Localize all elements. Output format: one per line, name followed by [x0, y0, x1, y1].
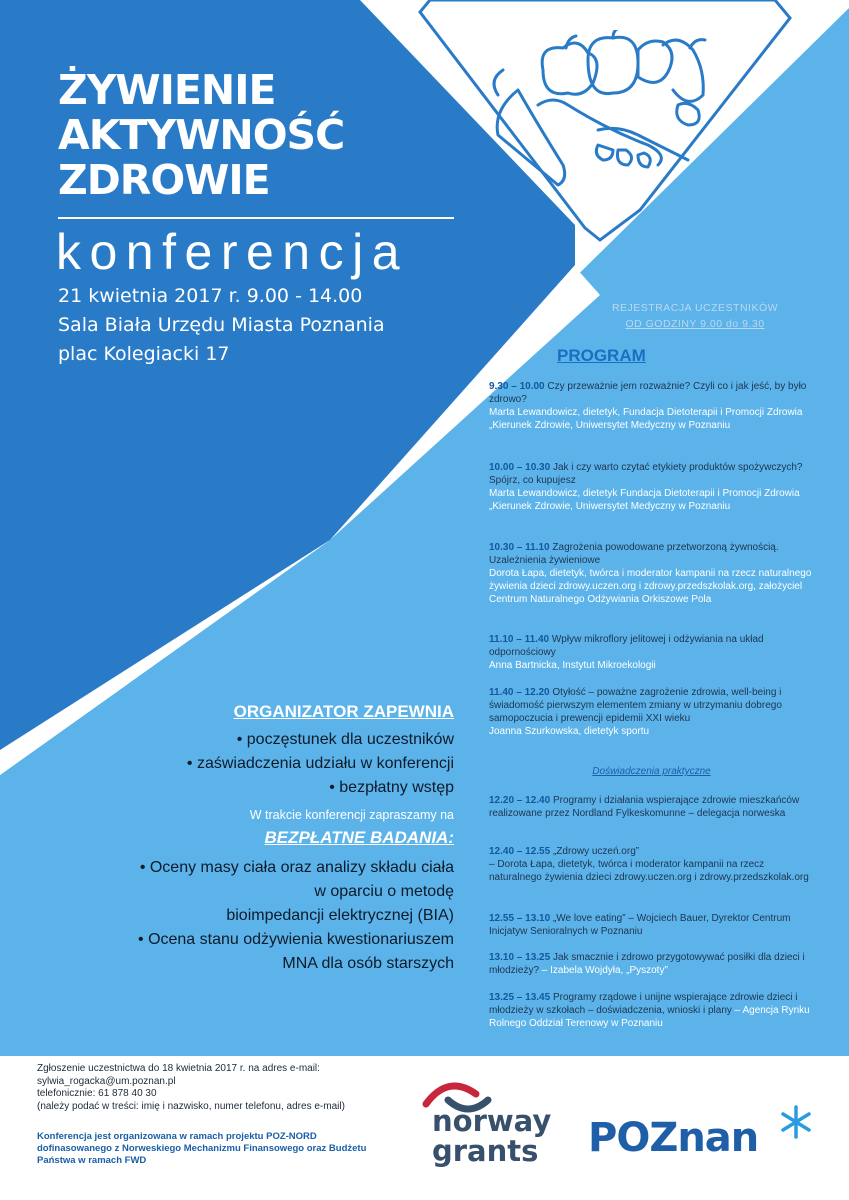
program-speaker: Marta Lewandowicz, dietetyk Fundacja Dietoterapii i Promocji Zdrowia „Kierunek Zdrowie, Uniwersytet Medyczny w Poznaniu	[489, 488, 800, 512]
organizer-item: • zaświadczenia udziału w konferencji	[186, 755, 454, 772]
practical-item	[489, 951, 814, 977]
subtitle-konferencja: konferencja	[56, 224, 408, 280]
title-divider	[58, 217, 454, 219]
title-line-3: ZDROWIE	[58, 156, 270, 204]
practical-item	[489, 912, 814, 938]
invite-text: W trakcie konferencji zapraszamy na	[249, 808, 454, 822]
contact-phone: telefonicznie: 61 878 40 30	[37, 1088, 157, 1099]
practical-topic: „Zdrowy uczeń.org”	[550, 846, 640, 857]
test-item: bioimpedancji elektrycznej (BIA)	[226, 907, 454, 924]
organizer-item: • bezpłatny wstęp	[329, 779, 454, 796]
practical-time: 12.55 – 13.10	[489, 913, 551, 924]
test-item: MNA dla osób starszych	[282, 955, 454, 972]
program-speaker: Marta Lewandowicz, dietetyk, Fundacja Dietoterapii i Promocji Zdrowia „Kierunek Zdrowie, Uniwersytet Medyczny w Poznaniu	[489, 407, 803, 431]
project-info: Konferencja jest organizowana w ramach projektu POZ-NORD dofinasowanego z Norweskiego Mechanizmu Finansowego oraz Budżetu Państwa w ramach FWD	[37, 1131, 367, 1166]
practical-topic: Programy i działania wspierające zdrowie mieszkańców realizowane przez Nordland Fylkeskomunne – delegacja norweska	[489, 795, 800, 819]
test-item: w oparciu o metodę	[314, 883, 454, 900]
program-speaker: Dorota Łapa, dietetyk, twórca i moderator kampanii na rzecz naturalnego żywienia dzieci zdrowy.uczen.org i zdrowy.przedszkolak.org, założyciel Centrum Naturalnego Odżywiania Orkiszowe Pola	[489, 568, 812, 605]
program-time: 9.30 – 10.00	[489, 381, 545, 392]
program-time: 10.30 – 11.10	[489, 542, 550, 553]
program-item	[489, 380, 814, 432]
practical-speaker: – Dorota Łapa, dietetyk, twórca i moderator kampanii na rzecz naturalnego żywienia dzieci zdrowy.uczen.org i zdrowy.przedszkolak.org	[489, 859, 809, 883]
test-item: • Oceny masy ciała oraz analizy składu ciała	[139, 859, 454, 876]
practical-time: 13.10 – 13.25	[489, 952, 551, 963]
registration-line-1: REJESTRACJA UCZESTNIKÓW	[611, 302, 779, 314]
program-speaker: Anna Bartnicka, Instytut Mikroekologii	[489, 660, 656, 671]
program-item	[489, 686, 814, 738]
program-heading: PROGRAM	[557, 346, 646, 365]
norway-grants-logo	[432, 1106, 551, 1166]
practical-topic: „We love eating” – Wojciech Bauer, Dyrektor Centrum Inicjatyw Senioralnych w Poznaniu	[489, 913, 791, 937]
free-tests-list	[50, 856, 454, 976]
registration-contact	[37, 1063, 345, 1113]
program-time: 11.40 – 12.20	[489, 687, 550, 698]
practical-item	[489, 991, 814, 1030]
registration-line-2: OD GODZINY 9.00 do 9.30	[625, 318, 765, 330]
title-line-2: AKTYWNOŚĆ	[58, 111, 345, 159]
practical-time: 13.25 – 13.45	[489, 992, 551, 1003]
practical-speaker: – Izabela Wojdyła, „Pyszoty”	[539, 965, 668, 976]
fruit-vegetables-illustration	[478, 30, 718, 200]
program-topic: Czy przeważnie jem rozważnie? Czyli co i jak jeść, by było zdrowo?	[489, 381, 807, 405]
program-topic: Otyłość – poważne zagrożenie zdrowia, well-being i świadomość pierwszym elementem zmiany w utrzymaniu dobrego samopoczucia i prewencji epidemii XXI wieku	[489, 687, 782, 724]
norway-text: norway	[432, 1104, 552, 1138]
program-speaker: Joanna Szurkowska, dietetyk sportu	[489, 726, 650, 737]
test-item: • Ocena stanu odżywienia kwestionariuszem	[138, 931, 454, 948]
practical-speaker: – Agencja Rynku Rolnego Oddział Terenowy w Poznaniu	[489, 1005, 810, 1029]
program-item	[489, 633, 814, 672]
program-topic: Wpływ mikroflory jelitowej i odżywiania na układ odpornościowy	[489, 634, 764, 658]
registration-info	[560, 300, 830, 332]
practical-topic: Programy rządowe i unijne wspierające zdrowie dzieci i młodzieży w szkołach – doświadczenia, wnioski i plany	[489, 992, 798, 1016]
program-time: 10.00 – 10.30	[489, 462, 551, 473]
organizer-heading: ORGANIZATOR ZAPEWNIA	[233, 702, 454, 721]
contact-email[interactable]: sylwia_rogacka@um.poznan.pl	[37, 1075, 176, 1087]
grants-text: grants	[432, 1134, 539, 1168]
practical-heading: Doświadczenia praktyczne	[592, 766, 711, 777]
practical-item	[489, 845, 814, 884]
program-item	[489, 541, 814, 606]
practical-time: 12.20 – 12.40	[489, 795, 551, 806]
conference-title	[58, 68, 344, 203]
program-item	[489, 461, 814, 513]
event-address: plac Kolegiacki 17	[58, 343, 230, 365]
program-topic: Zagrożenia powodowane przetworzoną żywnością. Uzależnienia żywieniowe	[489, 542, 779, 566]
practical-item	[489, 794, 814, 820]
contact-line-1: Zgłoszenie uczestnictwa do 18 kwietnia 2017 r. na adres e-mail:	[37, 1063, 320, 1074]
poznan-logo: POZnan	[588, 1115, 759, 1161]
organizer-list	[50, 728, 454, 800]
program-topic: Jak i czy warto czytać etykiety produktów spożywczych? Spójrz, co kupujesz	[489, 462, 803, 486]
contact-note: (należy podać w treści: imię i nazwisko, numer telefonu, adres e-mail)	[37, 1100, 345, 1112]
event-date: 21 kwietnia 2017 r. 9.00 - 14.00	[58, 285, 363, 307]
poznan-asterisk-icon	[778, 1104, 814, 1140]
practical-time: 12.40 – 12.55	[489, 846, 551, 857]
organizer-item: • poczęstunek dla uczestników	[236, 731, 454, 748]
title-line-1: ŻYWIENIE	[58, 66, 276, 114]
event-venue: Sala Biała Urzędu Miasta Poznania	[58, 314, 385, 336]
program-time: 11.10 – 11.40	[489, 634, 550, 645]
free-tests-heading: BEZPŁATNE BADANIA:	[264, 828, 454, 847]
practical-topic: Jak smacznie i zdrowo przygotowywać posiłki dla dzieci i młodzieży?	[489, 952, 805, 976]
